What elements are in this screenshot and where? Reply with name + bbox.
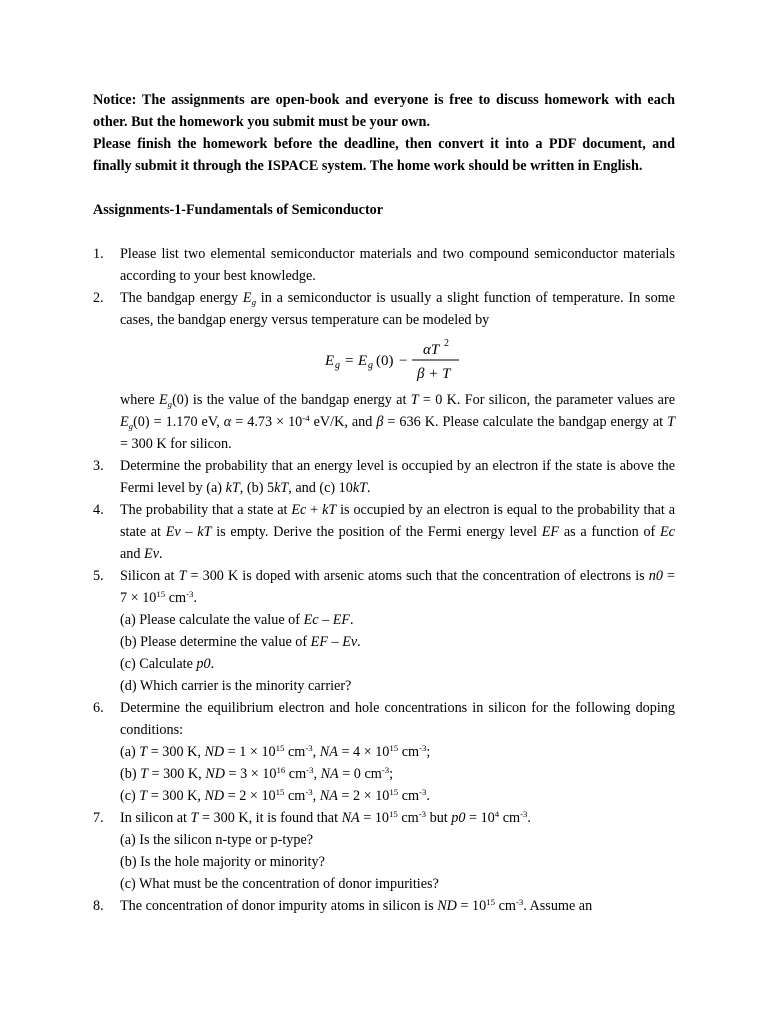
- formula-numerator: αT: [422, 341, 439, 358]
- question-text: = 300 K, it is found that: [198, 810, 342, 826]
- homework-page: [93, 89, 675, 917]
- exponent: 15: [389, 808, 398, 819]
- exponent: 4: [494, 808, 500, 819]
- question-text: = 7 × 10: [120, 568, 675, 606]
- question-number: 1.: [93, 246, 104, 262]
- sub-text: cm: [284, 788, 306, 804]
- symbol-alpha: α: [223, 414, 232, 430]
- sub-text: cm: [285, 766, 307, 782]
- question-text: +: [306, 502, 323, 518]
- formula-lhs: E: [324, 352, 334, 369]
- sub-text: ,: [313, 766, 321, 782]
- sub-question-c: [120, 653, 675, 675]
- symbol-kt: kT: [274, 480, 289, 496]
- sub-text: cm: [284, 744, 306, 760]
- notice-block: [93, 89, 675, 177]
- symbol-n0: n0: [648, 568, 663, 584]
- symbol-na: NA: [319, 788, 338, 804]
- formula-minus: −: [398, 352, 407, 369]
- symbol-kt: kT: [197, 524, 212, 540]
- sub-text: .: [350, 612, 354, 628]
- exponent: -3: [381, 764, 390, 775]
- symbol-nd: ND: [204, 744, 225, 760]
- symbol-ev: Ev: [144, 546, 160, 562]
- sub-text: = 2 × 10: [337, 788, 390, 804]
- sub-text: ;: [426, 744, 431, 760]
- exponent: 16: [276, 764, 286, 775]
- sub-text: .: [210, 656, 215, 672]
- symbol-t: T: [139, 788, 148, 804]
- question-7: [93, 807, 675, 895]
- symbol-nd: ND: [437, 898, 457, 914]
- question-text: , and (c) 10: [288, 480, 353, 496]
- question-text: cm: [397, 810, 419, 826]
- sub-text: .: [357, 634, 361, 650]
- question-text: .: [527, 810, 531, 826]
- question-text: = 10: [456, 898, 487, 914]
- sub-text: = 300 K,: [147, 744, 205, 760]
- sub-question-a: [120, 609, 675, 631]
- question-4: [93, 499, 675, 565]
- question-text: but: [426, 810, 452, 826]
- sub-text: = 300 K,: [147, 766, 206, 782]
- question-text: and: [120, 546, 145, 562]
- symbol-ec: Ec: [291, 502, 307, 518]
- question-text: = 10: [359, 810, 390, 826]
- question-number: 8.: [93, 898, 104, 914]
- exponent: 15: [275, 742, 285, 753]
- sub-text: cm: [398, 744, 420, 760]
- sub-text: .: [426, 788, 430, 804]
- question-text: = 10: [465, 810, 495, 826]
- sub-question-b: [120, 631, 675, 653]
- symbol-ef: EF: [541, 524, 560, 540]
- exponent: -3: [305, 786, 313, 797]
- exponent: -3: [305, 742, 313, 753]
- sub-text: = 3 × 10: [224, 766, 277, 782]
- question-1: [93, 243, 675, 287]
- question-6: [93, 697, 675, 807]
- sub-text: ,: [312, 788, 320, 804]
- symbol-p0: p0: [196, 656, 211, 672]
- symbol-ev: Ev: [165, 524, 181, 540]
- sub-text: ,: [312, 744, 320, 760]
- exponent: -3: [419, 742, 427, 753]
- question-text: Determine the probability that an energy level is occupied by an electron if the state is above the Fermi level by (a): [120, 458, 675, 496]
- question-text: cm: [499, 810, 521, 826]
- symbol-ec: Ec: [660, 524, 675, 540]
- question-text: = 300 K for silicon.: [120, 436, 232, 452]
- sub-question-a: [120, 741, 675, 763]
- sub-question-b: (b) Is the hole majority or minority?: [120, 854, 325, 870]
- sub-text: (b) Please determine the value of: [120, 634, 311, 650]
- question-text: as a function of: [559, 524, 661, 540]
- question-text: = 300 K is doped with arsenic atoms such that the concentration of electrons is: [186, 568, 649, 584]
- symbol-na: NA: [341, 810, 360, 826]
- sub-question-b: [120, 763, 675, 785]
- exponent: 15: [486, 896, 496, 907]
- symbol-t: T: [178, 568, 187, 584]
- question-text: In silicon at: [120, 810, 191, 826]
- exponent: -3: [520, 808, 528, 819]
- exponent: 15: [156, 588, 166, 599]
- question-text: = 636 K. Please calculate the bandgap energy at: [383, 414, 668, 430]
- question-8: [93, 895, 675, 917]
- symbol-nd: ND: [205, 766, 225, 782]
- symbol-e: E: [158, 392, 168, 408]
- question-5: [93, 565, 675, 697]
- sub-text: (c): [120, 788, 140, 804]
- symbol-e: E: [242, 290, 252, 306]
- question-number: 5.: [93, 568, 104, 584]
- question-list: [93, 243, 675, 917]
- question-number: 4.: [93, 502, 104, 518]
- question-text: The concentration of donor impurity atoms in silicon is: [120, 898, 438, 914]
- formula-numerator-sup: 2: [443, 337, 449, 349]
- symbol-beta: β: [376, 414, 384, 430]
- sub-text: = 0 cm: [338, 766, 382, 782]
- symbol-e: E: [120, 414, 129, 430]
- symbol-p0: p0: [451, 810, 466, 826]
- symbol-t: T: [140, 766, 148, 782]
- sub-question-d: (d) Which carrier is the minority carrier?: [120, 678, 352, 694]
- question-text: is occupied by an electron is equal to the probability that a state at: [120, 502, 675, 540]
- exponent: -3: [306, 764, 314, 775]
- bandgap-formula: [120, 333, 675, 388]
- symbol-t: T: [139, 744, 148, 760]
- sub-question-c: (c) What must be the concentration of donor impurities?: [120, 876, 439, 892]
- question-text: Please list two elemental semiconductor materials and two compound semiconductor materials according to your best knowledge.: [120, 246, 675, 284]
- subscript-g: g: [167, 398, 173, 409]
- question-text: Determine the equilibrium electron and hole concentrations in silicon for the following doping conditions:: [120, 700, 675, 738]
- question-text: –: [180, 524, 198, 540]
- question-number: 6.: [93, 700, 104, 716]
- question-text: The bandgap energy: [120, 290, 243, 306]
- exponent: 15: [389, 786, 399, 797]
- formula-rhs: E: [357, 352, 367, 369]
- question-2: [93, 287, 675, 455]
- question-text: . Assume an: [523, 898, 593, 914]
- sub-question-c: [120, 785, 675, 807]
- notice-paragraph-1: Notice: The assignments are open-book and everyone is free to discuss homework with each other. But the homework you submit must be your own.: [93, 92, 675, 130]
- sub-text: = 4 × 10: [337, 744, 390, 760]
- subscript-g: g: [128, 420, 134, 431]
- sub-text: (a): [120, 744, 140, 760]
- formula-lhs-sub: g: [334, 359, 340, 371]
- question-text: where: [120, 392, 159, 408]
- subscript-g: g: [251, 296, 256, 307]
- sub-text: ;: [389, 766, 394, 782]
- formula-eq: =: [344, 352, 353, 369]
- formula-svg: [323, 335, 473, 387]
- question-text: = 4.73 × 10: [231, 414, 303, 430]
- question-text: cm: [165, 590, 187, 606]
- assignment-heading: Assignments-1-Fundamentals of Semiconductor: [93, 202, 384, 218]
- formula-arg: (0): [375, 352, 393, 369]
- exponent: 15: [389, 742, 399, 753]
- question-text: eV/K, and: [309, 414, 377, 430]
- symbol-t: T: [667, 414, 676, 430]
- question-text: Silicon at: [120, 568, 179, 584]
- symbol-na: NA: [320, 766, 339, 782]
- question-text: .: [367, 480, 371, 496]
- sub-text: (c) Calculate: [120, 656, 197, 672]
- sub-text: = 1 × 10: [224, 744, 276, 760]
- question-text: The probability that a state at: [120, 502, 292, 518]
- symbol-kt: kT: [322, 502, 337, 518]
- symbol-na: NA: [319, 744, 338, 760]
- sub-text: cm: [398, 788, 420, 804]
- question-number: 2.: [93, 290, 104, 306]
- sub-text: (b): [120, 766, 141, 782]
- symbol-kt: kT: [225, 480, 240, 496]
- question-number: 7.: [93, 810, 104, 826]
- question-text: .: [193, 590, 197, 606]
- symbol-kt: kT: [352, 480, 368, 496]
- question-text: (0) is the value of the bandgap energy at: [172, 392, 411, 408]
- question-3: [93, 455, 675, 499]
- exponent: -3: [515, 896, 524, 907]
- question-text: (0) = 1.170 eV,: [133, 414, 224, 430]
- symbol-t: T: [190, 810, 199, 826]
- question-text: is empty. Derive the position of the Fermi energy level: [211, 524, 542, 540]
- question-text: , (b) 5: [239, 480, 275, 496]
- symbol-ec-ef: Ec – EF: [303, 612, 351, 628]
- sub-text: = 300 K,: [147, 788, 205, 804]
- question-number: 3.: [93, 458, 104, 474]
- sub-text: = 2 × 10: [224, 788, 276, 804]
- sub-text: (a) Please calculate the value of: [120, 612, 304, 628]
- sub-question-a: (a) Is the silicon n-type or p-type?: [120, 832, 314, 848]
- exponent: -3: [419, 786, 427, 797]
- formula-denominator: β + T: [416, 365, 450, 382]
- symbol-ef-ev: EF – Ev: [310, 634, 358, 650]
- question-text: = 0 K. For silicon, the parameter values are: [418, 392, 675, 408]
- question-text: cm: [495, 898, 516, 914]
- exponent: -4: [302, 412, 310, 423]
- symbol-nd: ND: [204, 788, 225, 804]
- symbol-t: T: [410, 392, 419, 408]
- question-text: in a semiconductor is usually a slight function of temperature. In some cases, the bandgap energy versus temperature can be modeled by: [120, 290, 675, 328]
- exponent: -3: [186, 588, 194, 599]
- question-text: .: [159, 546, 163, 562]
- notice-paragraph-2: Please finish the homework before the deadline, then convert it into a PDF document, and finally submit it through the ISPACE system. The home work should be written in English.: [93, 136, 675, 174]
- exponent: -3: [418, 808, 427, 819]
- formula-rhs-sub: g: [367, 359, 373, 371]
- exponent: 15: [275, 786, 285, 797]
